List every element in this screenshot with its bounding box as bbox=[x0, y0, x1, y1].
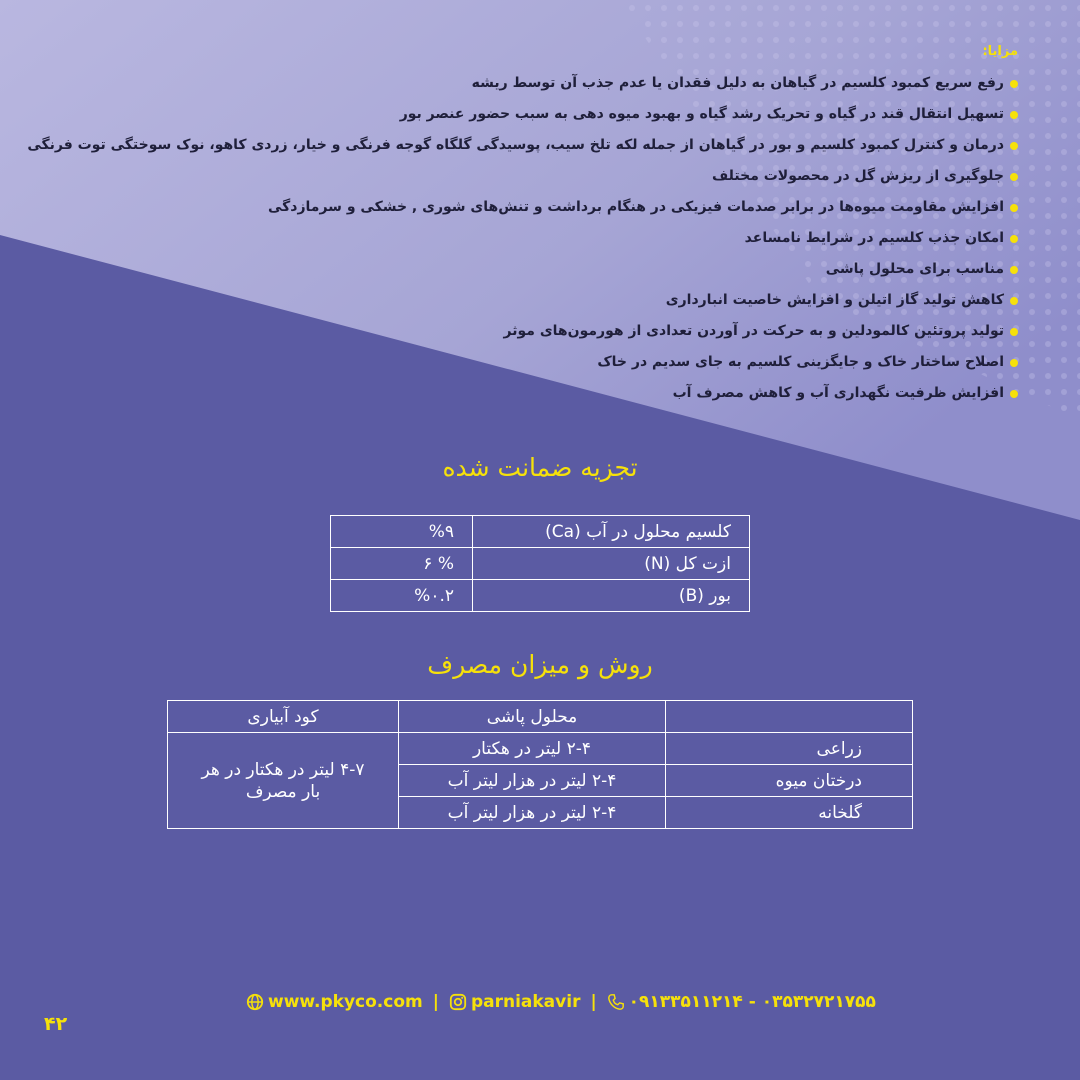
list-item bbox=[58, 161, 1018, 192]
list-item bbox=[58, 316, 1018, 347]
separator: | bbox=[432, 992, 439, 1012]
benefit-text: افزایش مقاومت میوه‌ها در برابر صدمات فیزیکی در هنگام برداشت و تنش‌های شوری , خشکی و سرمازدگی bbox=[268, 199, 1004, 215]
table-row bbox=[331, 548, 750, 580]
list-item bbox=[58, 99, 1018, 130]
bullet-dot bbox=[1010, 297, 1018, 305]
usage-fertigation: ۴-۷ لیتر در هکتار در هر بار مصرف bbox=[168, 733, 399, 829]
analysis-name: ازت کل (N) bbox=[473, 548, 750, 580]
benefit-text: کاهش تولید گاز اتیلن و افزایش خاصیت انبارداری bbox=[665, 292, 1004, 308]
instagram-handle[interactable]: parniakavir bbox=[470, 992, 581, 1012]
globe-icon bbox=[246, 993, 264, 1011]
usage-foliar: ۲-۴ لیتر در هزار لیتر آب bbox=[399, 765, 666, 797]
usage-label: درختان میوه bbox=[666, 765, 913, 797]
table-row bbox=[168, 733, 913, 765]
bullet-dot bbox=[1010, 266, 1018, 274]
list-item bbox=[58, 223, 1018, 254]
table-header-row bbox=[168, 701, 913, 733]
phone-numbers[interactable]: ۰۹۱۳۳۵۱۱۲۱۴ - ۰۳۵۳۲۷۲۱۷۵۵ bbox=[628, 992, 876, 1012]
header-foliar: محلول پاشی bbox=[399, 701, 666, 733]
analysis-value: %۰.۲ bbox=[331, 580, 473, 612]
analysis-value: %۹ bbox=[331, 516, 473, 548]
benefit-text: مناسب برای محلول پاشی bbox=[825, 261, 1004, 277]
usage-label: زراعی bbox=[666, 733, 913, 765]
benefit-text: امکان جذب کلسیم در شرایط نامساعد bbox=[744, 230, 1004, 246]
benefit-text: تسهیل انتقال قند در گیاه و تحریک رشد گیاه و بهبود میوه دهی به سبب حضور عنصر بور bbox=[399, 106, 1004, 122]
table-row bbox=[331, 580, 750, 612]
benefits-title: مزایا: bbox=[982, 44, 1018, 59]
usage-table bbox=[167, 700, 913, 829]
bullet-dot bbox=[1010, 204, 1018, 212]
page-number: ۴۲ bbox=[44, 1013, 68, 1035]
usage-label: گلخانه bbox=[666, 797, 913, 829]
list-item bbox=[58, 347, 1018, 378]
list-item bbox=[58, 192, 1018, 223]
website-link[interactable]: www.pkyco.com bbox=[268, 992, 423, 1012]
analysis-name: بور (B) bbox=[473, 580, 750, 612]
header-empty bbox=[666, 701, 913, 733]
instagram-icon bbox=[449, 993, 467, 1011]
bullet-dot bbox=[1010, 142, 1018, 150]
list-item bbox=[58, 254, 1018, 285]
benefits-section bbox=[27, 40, 1018, 409]
usage-foliar: ۲-۴ لیتر در هزار لیتر آب bbox=[399, 797, 666, 829]
contact-footer bbox=[246, 990, 876, 1014]
usage-foliar: ۲-۴ لیتر در هکتار bbox=[399, 733, 666, 765]
benefit-text: اصلاح ساختار خاک و جایگزینی کلسیم به جای سدیم در خاک bbox=[597, 354, 1004, 370]
benefit-list bbox=[27, 68, 1018, 409]
phone-icon bbox=[607, 993, 625, 1011]
header-fertigation: کود آبیاری bbox=[168, 701, 399, 733]
list-item bbox=[58, 285, 1018, 316]
benefit-text: درمان و کنترل کمبود کلسیم و بور در گیاهان از جمله لکه تلخ سیب، پوسیدگی گلگاه گوجه فرنگی و خیار، زردی کاهو، نوک سوختگی توت فرنگی bbox=[27, 137, 1004, 153]
benefit-text: تولید پروتئین کالمودلین و به حرکت در آوردن تعدادی از هورمون‌های موثر bbox=[503, 323, 1004, 339]
benefit-text: افزایش ظرفیت نگهداری آب و کاهش مصرف آب bbox=[672, 385, 1004, 401]
list-item bbox=[58, 378, 1018, 409]
separator: | bbox=[590, 992, 597, 1012]
bullet-dot bbox=[1010, 111, 1018, 119]
bullet-dot bbox=[1010, 390, 1018, 398]
bullet-dot bbox=[1010, 173, 1018, 181]
list-item bbox=[58, 68, 1018, 99]
bullet-dot bbox=[1010, 235, 1018, 243]
list-item bbox=[27, 130, 1018, 161]
benefit-text: رفع سریع کمبود کلسیم در گیاهان به دلیل فقدان یا عدم جذب آن توسط ریشه bbox=[471, 75, 1004, 91]
analysis-value: % ۶ bbox=[331, 548, 473, 580]
bullet-dot bbox=[1010, 328, 1018, 336]
table-row bbox=[331, 516, 750, 548]
usage-title: روش و میزان مصرف bbox=[427, 650, 653, 679]
bullet-dot bbox=[1010, 359, 1018, 367]
benefit-text: جلوگیری از ریزش گل در محصولات مختلف bbox=[712, 168, 1004, 184]
analysis-name: کلسیم محلول در آب (Ca) bbox=[473, 516, 750, 548]
bullet-dot bbox=[1010, 80, 1018, 88]
guaranteed-analysis-table bbox=[330, 515, 750, 612]
analysis-title: تجزیه ضمانت شده bbox=[442, 453, 638, 482]
